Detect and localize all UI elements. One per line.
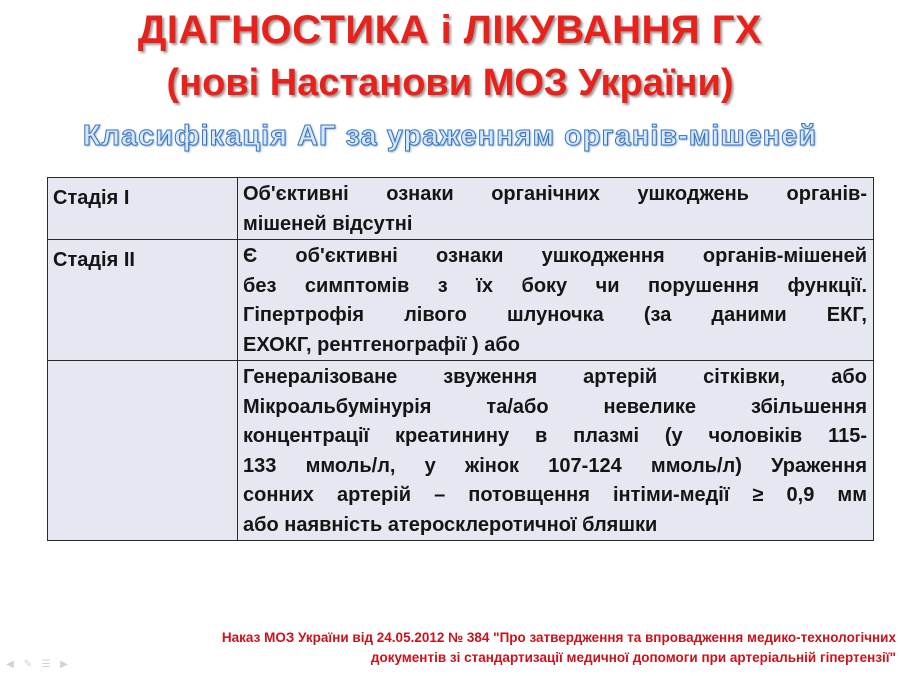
source-footnote bbox=[96, 628, 896, 668]
table-row bbox=[48, 240, 874, 361]
description-line: або наявність атеросклеротичної бляшки bbox=[243, 513, 658, 536]
footnote-line: документів зі стандартизації медичної допомоги при артеріальній гіпертензії" bbox=[370, 650, 896, 665]
table-row bbox=[48, 178, 874, 240]
description-line: Гіпертрофія лівого шлуночка (за даними ЕКГ, bbox=[243, 304, 867, 326]
description-cell bbox=[238, 240, 874, 361]
stage-cell: Стадія ІІ bbox=[48, 240, 238, 361]
slide-subtitle: Класифікація АГ за ураженням органів-мішеней bbox=[82, 120, 818, 152]
pen-icon[interactable]: ✎ bbox=[23, 659, 33, 670]
description-cell bbox=[238, 361, 874, 541]
classification-table bbox=[47, 177, 874, 541]
slide-title-line2: (нові Настанови МОЗ України) bbox=[166, 62, 734, 104]
stage-cell bbox=[48, 361, 238, 541]
menu-icon[interactable]: ☰ bbox=[41, 659, 51, 670]
description-line: Мікроальбумінурія та/або невелике збільшення bbox=[243, 395, 867, 418]
stage-cell: Стадія І bbox=[48, 178, 238, 240]
description-line: 133 ммоль/л, у жінок 107-124 ммоль/л) Ураження bbox=[243, 454, 867, 477]
description-line: без симптомів з їх боку чи порушення функції. bbox=[243, 274, 867, 297]
table-row bbox=[48, 361, 874, 541]
description-cell bbox=[238, 178, 874, 240]
slide-nav-controls bbox=[4, 659, 70, 670]
description-line: Генералізоване звуження артерій сітківки, або bbox=[243, 366, 867, 388]
description-line: концентрації креатинину в плазмі (у чоловіків 115- bbox=[243, 425, 867, 447]
slide-title: ДІАГНОСТИКА і ЛІКУВАННЯ ГХ bbox=[137, 8, 763, 52]
description-line: Об'єктивні ознаки органічних ушкоджень органів- bbox=[243, 183, 867, 205]
description-line: сонних артерій – потовщення інтіми-медії ≥ 0,9 мм bbox=[243, 484, 867, 506]
prev-arrow-icon[interactable]: ◀ bbox=[6, 659, 14, 670]
description-line: Є об'єктивні ознаки ушкодження органів-мішеней bbox=[243, 245, 867, 267]
next-arrow-icon[interactable]: ▶ bbox=[60, 659, 68, 670]
footnote-line: Наказ МОЗ України від 24.05.2012 № 384 "Про затвердження та впровадження медико-технологічних bbox=[221, 630, 896, 645]
description-line: мішеней відсутні bbox=[243, 212, 413, 235]
description-line: ЕХОКГ, рентгенографії ) або bbox=[243, 333, 520, 356]
